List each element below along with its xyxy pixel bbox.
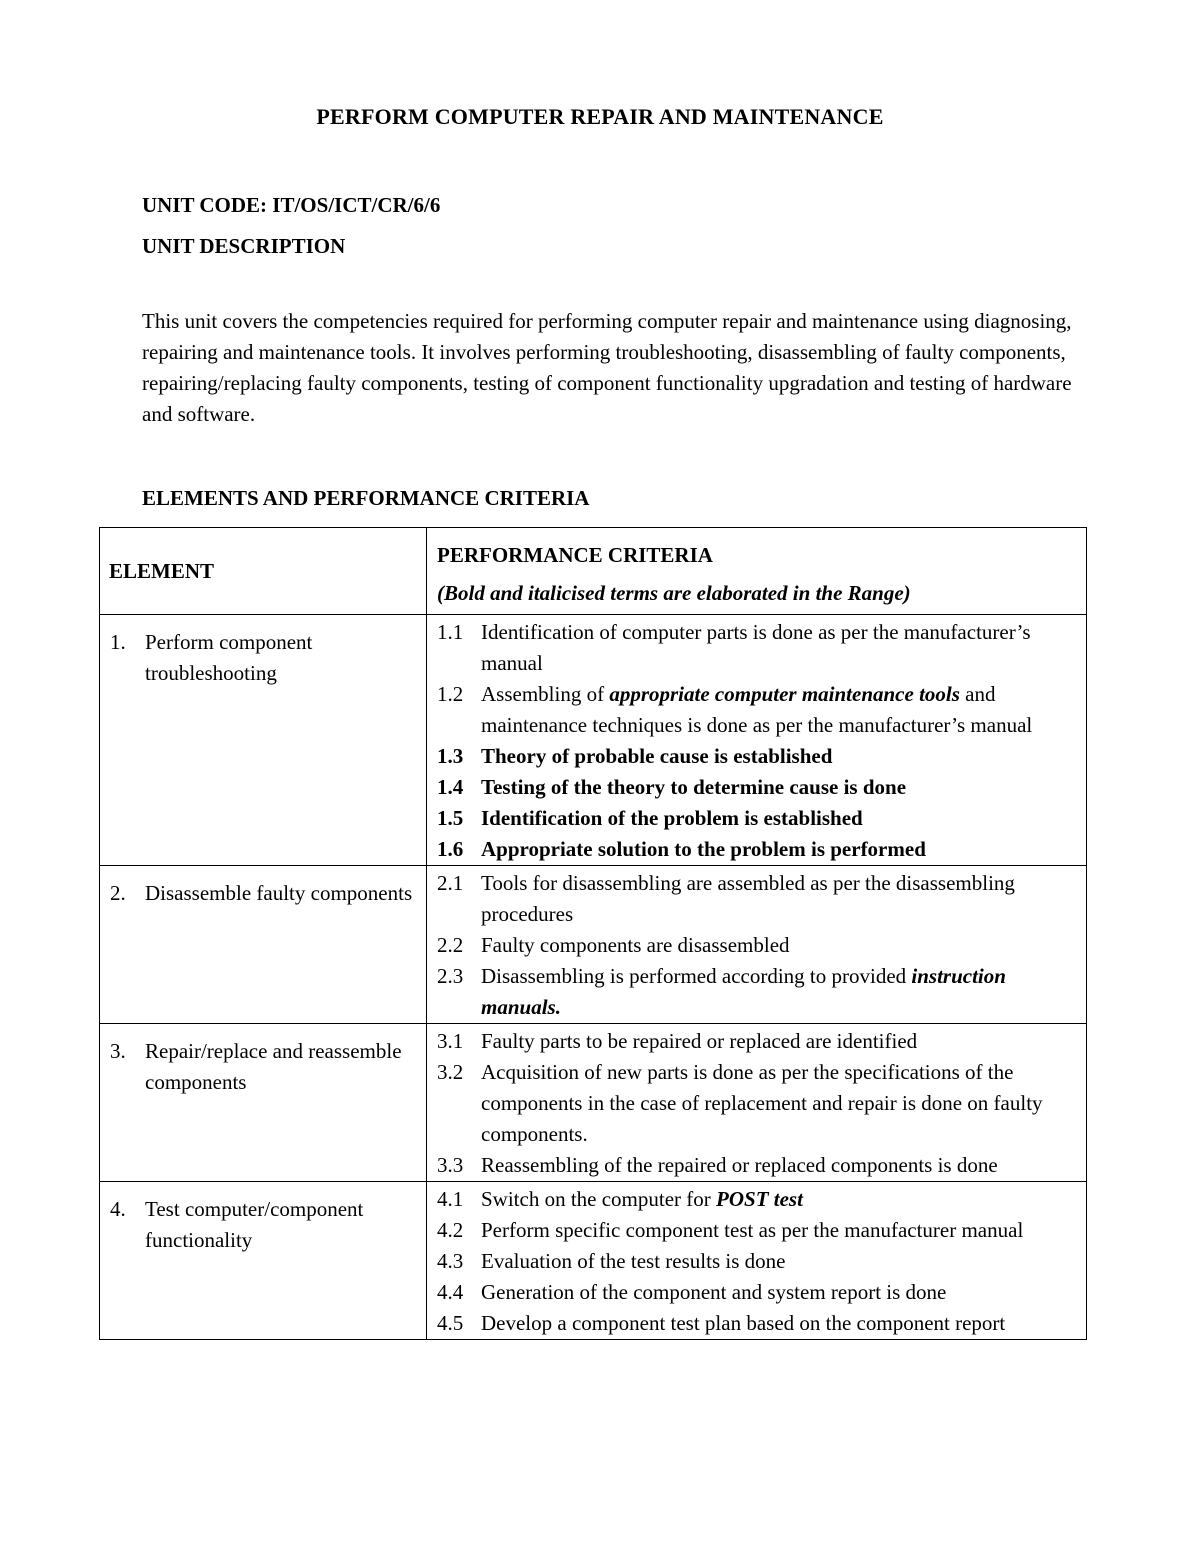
element-cell	[100, 1024, 427, 1182]
element-label: Perform component troubleshooting	[145, 630, 313, 685]
criterion-text: Develop a component test plan based on the component report	[481, 1311, 1006, 1335]
criterion-item	[437, 834, 1080, 865]
range-term: POST test	[716, 1187, 803, 1211]
element-cell	[100, 615, 427, 866]
criterion-text: Faulty components are disassembled	[481, 933, 790, 957]
criterion-number: 3.2	[437, 1060, 464, 1084]
criterion-text: Testing of the theory to determine cause is done	[481, 775, 907, 799]
criteria-header-note: (Bold and italicised terms are elaborated in the Range)	[437, 581, 911, 605]
criterion-text-part: Disassembling is performed according to provided	[481, 964, 912, 988]
element-label: Repair/replace and reassemble components	[145, 1039, 402, 1094]
criterion-number: 4.1	[437, 1187, 464, 1211]
criterion-number: 2.3	[437, 964, 464, 988]
element-cell	[100, 1182, 427, 1340]
criterion-text: Reassembling of the repaired or replaced components is done	[481, 1153, 998, 1177]
criterion-text-part: and maintenance techniques is done as per the manufacturer’s manual	[481, 682, 1033, 737]
criterion-text: Acquisition of new parts is done as per the specifications of the components in the case of replacement and repair is done on faulty components.	[481, 1060, 1043, 1146]
criterion-text: Perform specific component test as per the manufacturer manual	[481, 1218, 1024, 1242]
criterion-number: 4.3	[437, 1249, 464, 1273]
table-row	[100, 866, 1087, 1024]
table-row	[100, 615, 1087, 866]
criterion-text: Generation of the component and system report is done	[481, 1280, 947, 1304]
criterion-number: 2.1	[437, 871, 464, 895]
criterion-text-part: Assembling of	[481, 682, 610, 706]
unit-description-text: This unit covers the competencies required for performing computer repair and maintenance using diagnosing, repairing and maintenance tools. It involves performing troubleshooting, disassembling of faulty components, repairing/replacing faulty components, testing of component functionality upgradation and testing of hardware and software.	[142, 309, 1072, 426]
element-label: Disassemble faulty components	[145, 881, 413, 905]
criterion-number: 4.5	[437, 1311, 464, 1335]
criteria-header-title: PERFORMANCE CRITERIA	[437, 543, 713, 567]
criterion-number: 1.2	[437, 682, 464, 706]
criterion-item	[437, 1246, 1080, 1277]
criterion-text: Faulty parts to be repaired or replaced are identified	[481, 1029, 918, 1053]
criterion-item	[437, 772, 1080, 803]
criterion-text: Evaluation of the test results is done	[481, 1249, 786, 1273]
criterion-item	[437, 1150, 1080, 1181]
criterion-text	[481, 679, 1080, 741]
criterion-item	[437, 930, 1080, 961]
criterion-number: 4.2	[437, 1218, 464, 1242]
criterion-text: Tools for disassembling are assembled as per the disassembling procedures	[481, 871, 1015, 926]
criterion-number: 1.4	[437, 775, 464, 799]
criterion-number: 1.5	[437, 806, 464, 830]
criterion-text	[481, 961, 1080, 1023]
criterion-item	[437, 679, 1080, 741]
criterion-number: 1.1	[437, 620, 464, 644]
element-number: 1.	[110, 630, 126, 654]
criterion-text: Identification of computer parts is done as per the manufacturer’s manual	[481, 620, 1031, 675]
criteria-cell	[427, 1024, 1087, 1182]
criterion-number: 4.4	[437, 1280, 464, 1304]
table-row	[100, 1182, 1087, 1340]
element-number: 4.	[110, 1197, 126, 1221]
criterion-item	[437, 1026, 1080, 1057]
element-number: 2.	[110, 881, 126, 905]
criterion-number: 3.3	[437, 1153, 464, 1177]
criterion-item	[437, 961, 1080, 1023]
criterion-text: Appropriate solution to the problem is performed	[481, 837, 926, 861]
criterion-item	[437, 1057, 1080, 1150]
criterion-text: Theory of probable cause is established	[481, 744, 833, 768]
criterion-number: 1.3	[437, 744, 464, 768]
element-cell	[100, 866, 427, 1024]
document-title: PERFORM COMPUTER REPAIR AND MAINTENANCE	[316, 104, 884, 129]
criterion-text-part: Switch on the computer for	[481, 1187, 717, 1211]
criteria-cell	[427, 615, 1087, 866]
criterion-item	[437, 1308, 1080, 1339]
criterion-number: 3.1	[437, 1029, 464, 1053]
criterion-item	[437, 803, 1080, 834]
table-row	[100, 1024, 1087, 1182]
criterion-text	[481, 1184, 1080, 1215]
criterion-number: 1.6	[437, 837, 464, 861]
criteria-cell	[427, 866, 1087, 1024]
unit-description-heading: UNIT DESCRIPTION	[142, 234, 346, 258]
elements-heading: ELEMENTS AND PERFORMANCE CRITERIA	[142, 486, 590, 510]
range-term: appropriate computer maintenance tools	[609, 682, 960, 706]
unit-code: UNIT CODE: IT/OS/ICT/CR/6/6	[142, 193, 441, 217]
elements-criteria-table	[99, 527, 1087, 1340]
criterion-number: 2.2	[437, 933, 464, 957]
element-number: 3.	[110, 1039, 126, 1063]
range-term: instruction manuals.	[481, 964, 1006, 1019]
element-label: Test computer/component functionality	[145, 1197, 364, 1252]
criterion-item	[437, 1215, 1080, 1246]
criterion-item	[437, 617, 1080, 679]
criteria-cell	[427, 1182, 1087, 1340]
criterion-item	[437, 1277, 1080, 1308]
table-header-row	[100, 528, 1087, 615]
criterion-item	[437, 1184, 1080, 1215]
element-column-header: ELEMENT	[100, 528, 427, 615]
criterion-item	[437, 741, 1080, 772]
criteria-column-header	[427, 528, 1087, 615]
criterion-text: Identification of the problem is established	[481, 806, 863, 830]
criterion-item	[437, 868, 1080, 930]
